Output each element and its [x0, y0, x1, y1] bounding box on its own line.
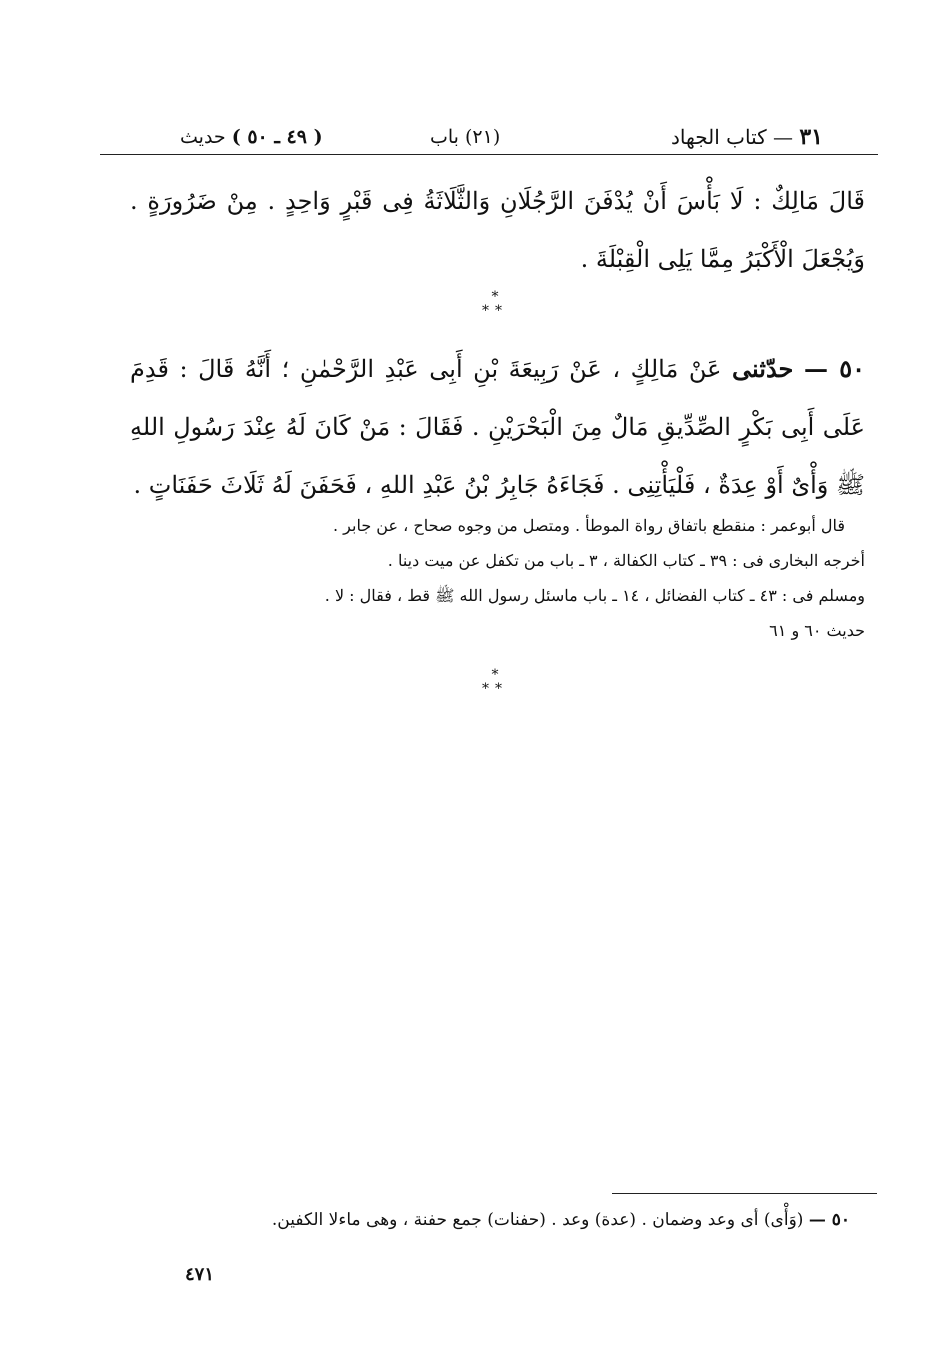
- hadith-text: عَنْ مَالِكٍ ، عَنْ رَبِيعَةَ بْنِ أَبِى عَبْدِ الرَّحْمٰنِ ؛ أَنَّهُ قَالَ : قَدِمَ عَلَى أَبِى بَكْرٍ الصِّدِّيقِ مَالٌ مِنَ الْبَحْرَيْنِ . فَقَالَ : مَنْ كَانَ لَهُ عِنْدَ رَسُولِ اللهِ ﷺ وَأْىٌ أَوْ عِدَةٌ ، فَلْيَأْتِنِى . فَجَاءَهُ جَابِرُ بْنُ عَبْدِ اللهِ ، فَحَفَنَ لَهُ ثَلَاثَ حَفَنَاتٍ .: [130, 355, 865, 499]
- section-divider-ornament: [475, 290, 515, 326]
- footnote-number: ٥٠ —: [808, 1210, 850, 1230]
- section-heading: (٢١) باب: [430, 126, 501, 148]
- footnote-rule: [612, 1193, 877, 1194]
- page-number: ٤٧١: [185, 1264, 215, 1285]
- hadith-50-paragraph: [130, 340, 865, 514]
- ornament-stars-pair: [475, 304, 515, 318]
- malik-statement-paragraph: قَالَ مَالِكٌ : لَا بَأْسَ أَنْ يُدْفَنَ الرَّجُلَانِ وَالثَّلَاثَةُ فِى قَبْرٍ وَاحِدٍ . مِنْ ضَرُورَةٍ . وَيُجْعَلَ الْأَكْبَرُ مِمَّا يَلِى الْقِبْلَةَ .: [130, 187, 865, 273]
- footnote-text: (وَأْى) أى وعد وضمان . (عدة) وعد . (حفنات) جمع حفنة ، وهى ماءلا الكفين.: [271, 1210, 804, 1230]
- ornament-stars-pair: [475, 682, 515, 696]
- end-divider-ornament: [475, 668, 515, 704]
- ornament-star: *: [482, 303, 495, 319]
- running-header: [100, 118, 878, 155]
- ornament-star: *: [482, 681, 495, 697]
- note-line-bukhari: أخرجه البخارى فى : ٣٩ ـ كتاب الكفالة ، ٣ ـ باب من تكفل عن ميت دينا .: [387, 551, 865, 570]
- ornament-star: *: [491, 667, 499, 683]
- note-line-muslim: ومسلم فى : ٤٣ ـ كتاب الفضائل ، ١٤ ـ باب ماسئل رسول الله ﷺ قط ، فقال : لا .: [324, 586, 865, 605]
- footnote: [130, 1202, 850, 1238]
- ornament-star: *: [495, 681, 508, 697]
- ornament-star: *: [491, 289, 499, 305]
- hadith-lead-word: حدّثنى: [732, 354, 794, 383]
- hadith-number: ٥٠ —: [803, 354, 866, 383]
- note-line-abu-umar: قال أبوعمر : منقطع باتفاق رواة الموطأ . ومتصل من وجوه صحاح ، عن جابر .: [333, 516, 845, 535]
- ornament-star: *: [495, 303, 508, 319]
- commentary-notes: [130, 508, 865, 648]
- chapter-title: — كتاب الجهاد: [671, 125, 793, 149]
- hadith-word: حديث: [180, 126, 226, 148]
- chapter-heading: [671, 124, 823, 150]
- hadith-range-heading: [180, 126, 323, 148]
- chapter-number: ٣١: [799, 124, 823, 150]
- note-line-hadith-ref: حديث ٦٠ و ٦١: [769, 621, 865, 640]
- hadith-range: ( ٤٩ ـ ٥٠ ): [231, 126, 323, 148]
